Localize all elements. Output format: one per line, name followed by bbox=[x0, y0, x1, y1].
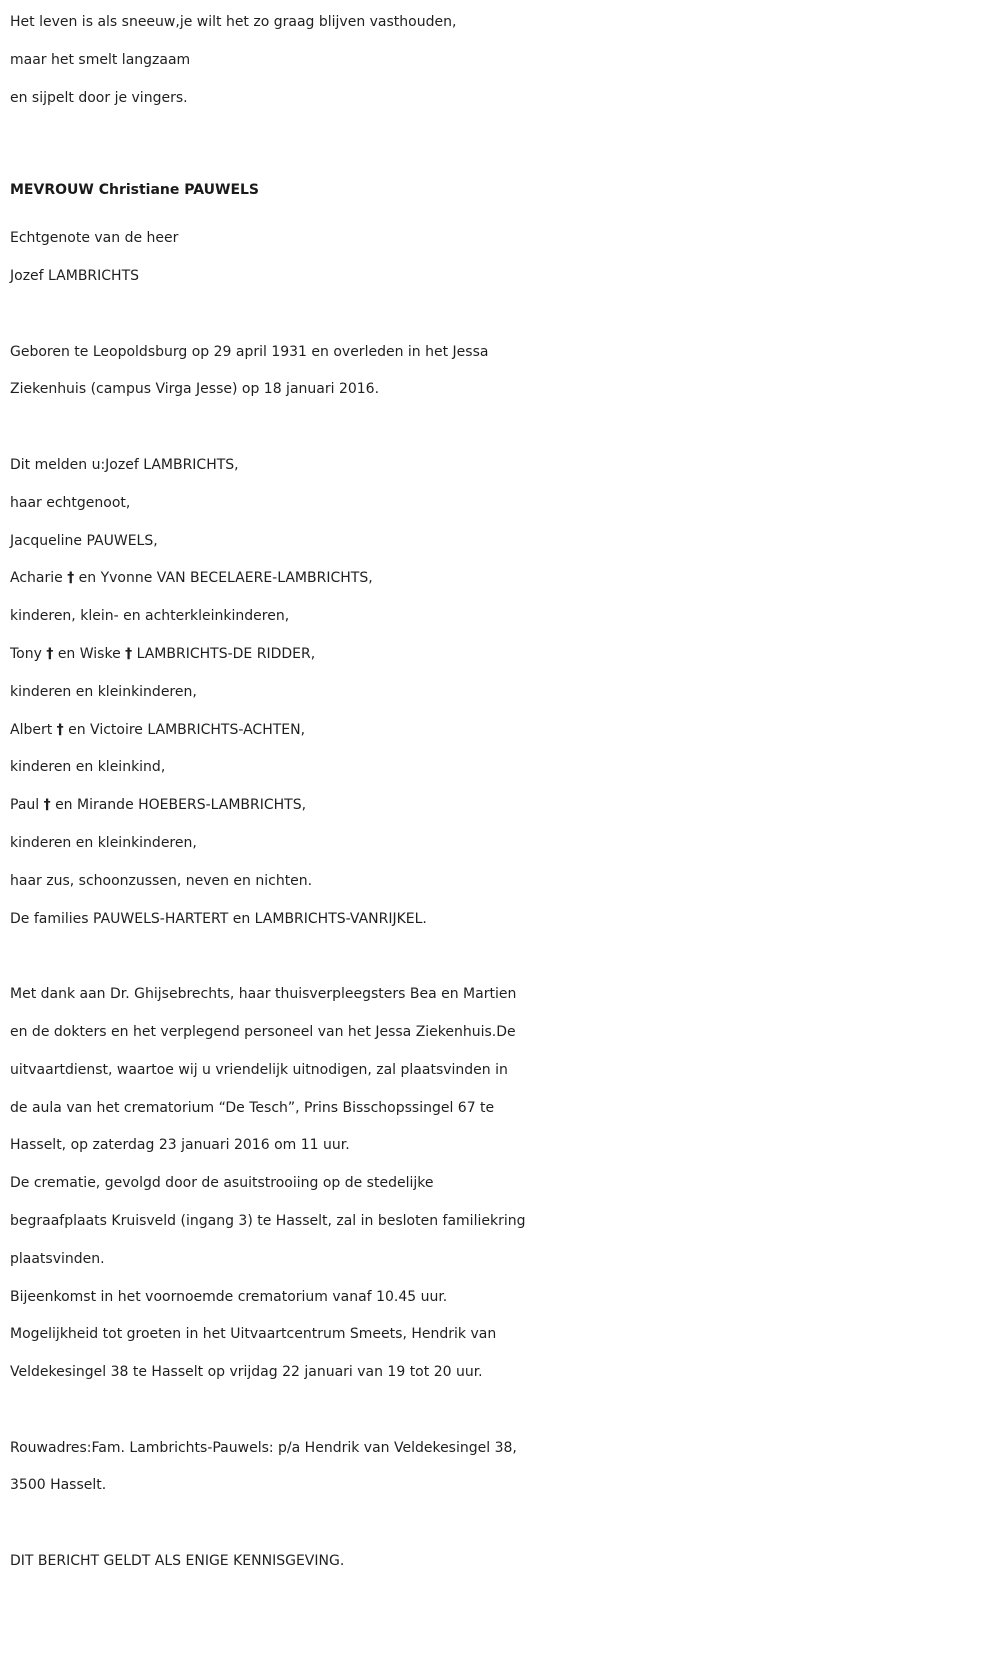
obituary-notice bbox=[10, 4, 990, 1581]
address-line: 3500 Hasselt. bbox=[10, 1477, 107, 1494]
family-line bbox=[10, 560, 990, 598]
spouse-info bbox=[10, 220, 990, 296]
family-line bbox=[10, 787, 990, 825]
family-line: haar zus, schoonzussen, neven en nichten. bbox=[10, 872, 313, 889]
spouse-line: Echtgenote van de heer bbox=[10, 230, 179, 247]
family-member-name: Paul bbox=[10, 797, 40, 814]
address-line: Rouwadres:Fam. Lambrichts-Pauwels: p/a Hendrik van Veldekesingel 38, bbox=[10, 1439, 517, 1456]
family-member-name: Albert bbox=[10, 721, 53, 738]
mourning-address bbox=[10, 1430, 990, 1506]
spacer bbox=[10, 1392, 990, 1430]
service-line: Veldekesingel 38 te Hasselt op vrijdag 22 januari van 19 tot 20 uur. bbox=[10, 1364, 483, 1381]
family-line: kinderen, klein- en achterkleinkinderen, bbox=[10, 608, 290, 625]
spacer bbox=[10, 117, 990, 155]
family-line bbox=[10, 636, 990, 674]
family-line: Dit melden u:Jozef LAMBRICHTS, bbox=[10, 456, 239, 473]
family-line: kinderen en kleinkinderen, bbox=[10, 683, 197, 700]
poem-line: en sijpelt door je vingers. bbox=[10, 89, 188, 106]
family-line: kinderen en kleinkinderen, bbox=[10, 834, 197, 851]
birth-death-line: Geboren te Leopoldsburg op 29 april 1931 en overleden in het Jessa bbox=[10, 343, 489, 360]
family-member-name: Tony bbox=[10, 645, 42, 662]
deceased-name: MEVROUW Christiane PAUWELS bbox=[10, 182, 260, 199]
poem-line: Het leven is als sneeuw,je wilt het zo graag blijven vasthouden, bbox=[10, 14, 457, 30]
spacer bbox=[10, 409, 990, 447]
service-line: Met dank aan Dr. Ghijsebrechts, haar thuisverpleegsters Bea en Martien bbox=[10, 986, 517, 1003]
family-line: De families PAUWELS-HARTERT en LAMBRICHTS-VANRIJKEL. bbox=[10, 910, 427, 927]
service-line: plaatsvinden. bbox=[10, 1250, 105, 1267]
service-line: de aula van het crematorium “De Tesch”, Prins Bisschopssingel 67 te bbox=[10, 1099, 495, 1116]
spouse-line: Jozef LAMBRICHTS bbox=[10, 267, 140, 284]
cross-icon: † bbox=[43, 797, 51, 814]
cross-icon: † bbox=[67, 570, 75, 587]
spacer bbox=[10, 296, 990, 334]
service-line: begraafplaats Kruisveld (ingang 3) te Hasselt, zal in besloten familiekring bbox=[10, 1212, 526, 1229]
spacer bbox=[10, 1505, 990, 1543]
family-member-text: en Yvonne VAN BECELAERE-LAMBRICHTS, bbox=[78, 570, 373, 587]
service-line: Hasselt, op zaterdag 23 januari 2016 om 11 uur. bbox=[10, 1137, 350, 1154]
cross-icon: † bbox=[46, 645, 54, 662]
service-line: Mogelijkheid tot groeten in het Uitvaartcentrum Smeets, Hendrik van bbox=[10, 1326, 497, 1343]
family-member-text: en Wiske bbox=[57, 645, 121, 662]
service-info bbox=[10, 976, 990, 1392]
family-member-name: Acharie bbox=[10, 570, 63, 587]
cross-icon: † bbox=[56, 721, 64, 738]
cross-icon: † bbox=[125, 645, 133, 662]
birth-death-info bbox=[10, 334, 990, 410]
service-line: en de dokters en het verplegend personeel van het Jessa Ziekenhuis.De bbox=[10, 1023, 516, 1040]
service-line: De crematie, gevolgd door de asuitstrooiing op de stedelijke bbox=[10, 1175, 434, 1192]
family-member-text: en Mirande HOEBERS-LAMBRICHTS, bbox=[55, 797, 307, 814]
service-line: Bijeenkomst in het voornoemde crematorium vanaf 10.45 uur. bbox=[10, 1288, 448, 1305]
family-line bbox=[10, 712, 990, 750]
notice-text: DIT BERICHT GELDT ALS ENIGE KENNISGEVING. bbox=[10, 1553, 345, 1570]
service-line: uitvaartdienst, waartoe wij u vriendelijk uitnodigen, zal plaatsvinden in bbox=[10, 1061, 508, 1078]
family-line: Jacqueline PAUWELS, bbox=[10, 532, 158, 549]
poem bbox=[10, 4, 990, 117]
birth-death-line: Ziekenhuis (campus Virga Jesse) op 18 januari 2016. bbox=[10, 381, 380, 398]
family-list bbox=[10, 447, 990, 938]
family-member-text: LAMBRICHTS-DE RIDDER, bbox=[136, 645, 316, 662]
poem-line: maar het smelt langzaam bbox=[10, 51, 191, 68]
spacer bbox=[10, 938, 990, 976]
family-line: kinderen en kleinkind, bbox=[10, 759, 166, 776]
family-member-text: en Victoire LAMBRICHTS-ACHTEN, bbox=[68, 721, 306, 738]
family-line: haar echtgenoot, bbox=[10, 494, 131, 511]
